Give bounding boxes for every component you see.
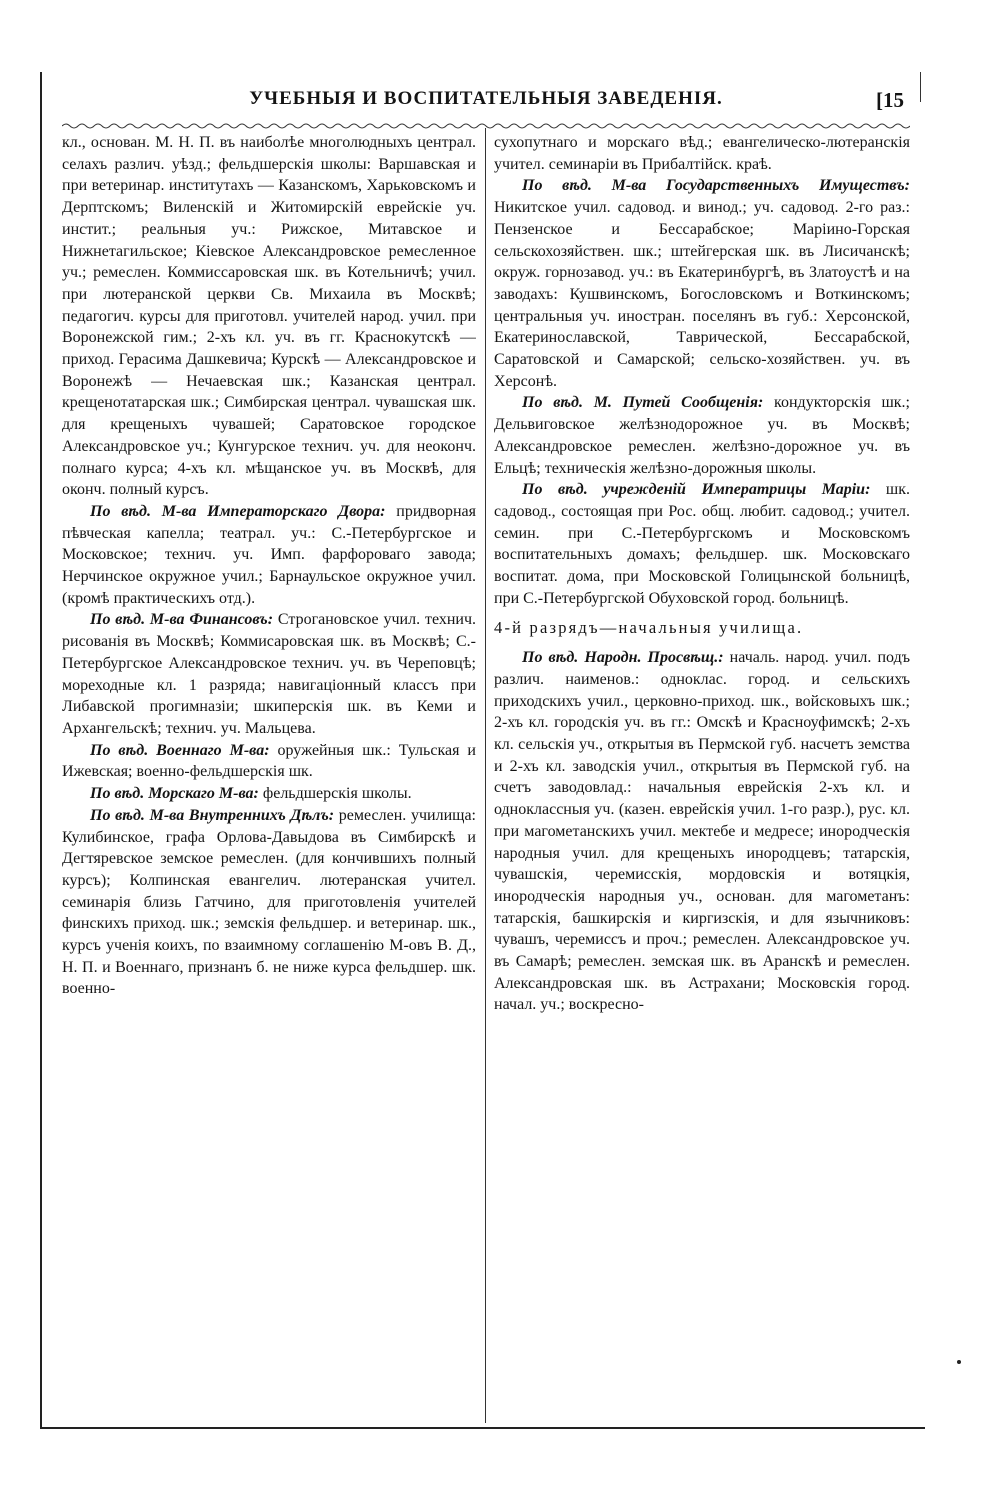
wavy-header-rule [62,120,910,132]
paragraph [494,479,910,609]
paragraph [62,740,476,783]
paragraph-text: фельдшерскія школы. [258,785,412,803]
page-frame-bottom-rule [40,1427,925,1429]
section-lead: По вѣд. Народн. Просвѣщ.: [522,649,724,667]
paragraph [62,501,476,610]
left-column [62,132,476,1422]
running-title: УЧЕБНЫЯ И ВОСПИТАТЕЛЬНЫЯ ЗАВЕДЕНІЯ. [249,88,723,109]
paragraph [494,132,910,175]
section-lead: По вѣд. Военнаго М-ва: [90,741,270,759]
margin-speck [957,1360,961,1364]
paragraph-text: Никитское учил. садовод. и винод.; уч. садовод. 2-го раз.: Пензенское и Бессарабское; Маріино-Горская сельскохозяйствен. шк.; штейгерская шк. въ Лисичанскѣ; окруж. горнозавод. уч.: въ Екатеринбургѣ, въ Златоустѣ и на заводахъ: Кушвинскомъ, Богословскомъ и Воткинскомъ; центральныя уч. иностран. поселянъ въ губ.: Херсонской, Екатеринославской, Таврической, Бессарабской, Саратовской и Самарской; сельско-хозяйствен. уч. въ Херсонѣ. [494,199,910,390]
paragraph [62,805,476,1000]
paragraph-text: придворная пѣвческая капелла; театрал. уч.: С.-Петербургское и Московское; технич. уч. Имп. фарфороваго завода; Нерчинское окружное учил.; Барнаульское окружное учил. (кромѣ практическихъ отд.). [62,502,476,607]
paragraph-text: кл., основан. М. Н. П. въ наиболѣе многолюдныхъ централ. селахъ различ. уѣзд.; фельдшерскія школы: Варшавская и при ветеринар. институтахъ — Казанскомъ, Харьковскомъ и Дерптскомъ; Виленскій и Житомирскій еврейскіе уч. инстит.; реальныя уч.: Рижское, Митавское и Нижнетагильское; Кіевское Александровское ремесленное уч.; ремеслен. Коммиссаровская шк. въ Котельничѣ; учил. при лютеранской церкви Св. Михаила въ Москвѣ; педагогич. курсы для приготовл. учителей народ. учил. при Воронежской гим.; 2-хъ кл. уч. въ гг. Краснокутскѣ — приход. Герасима Дашкевича; Курскѣ — Александровское и Воронежѣ — Нечаевская шк.; Казанская централ. крещенотатарская шк.; Симбирская централ. чувашская шк. для крещеныхъ чувашей; Саратовское городское Александровское уч.; Кунгурское технич. уч. для неоконч. полнаго курса; 4-хъ кл. мѣщанское уч. въ Москвѣ, для оконч. полный курсъ. [62,134,476,499]
paragraph-text: оружейныя шк.: Тульская и Ижевская; военно-фельдшерскія шк. [62,741,476,781]
paragraph-text: Строгановское учил. технич. рисованія въ Москвѣ; Коммисаровская шк. въ Москвѣ; С.-Петербургское Александровское технич. уч. въ Череповцѣ; мореходные кл. 1 разряда; навигаціонный классъ при Либавской прогимназіи; шкиперскія шк. въ Кеми и Архангельскѣ; технич. уч. Мальцева. [62,611,476,737]
section-lead: По вѣд. учрежденій Императрицы Маріи: [522,481,871,499]
paragraph-text: сухопутнаго и морскаго вѣд.; евангелическо-лютеранскія учител. семинаріи въ Прибалтійск. краѣ. [494,134,910,173]
paragraph [494,647,910,1016]
section-heading: 4-й разрядъ—начальныя училища. [494,618,804,638]
section-lead: По вѣд. Морскаго М-ва: [90,785,259,803]
page-frame-right-rule [920,72,921,102]
paragraph [62,132,476,501]
page-number: [15 [876,88,904,112]
column-divider [485,128,486,1423]
paragraph [62,783,476,805]
paragraph [494,392,910,479]
section-lead: По вѣд. М. Путей Сообщенія: [522,394,764,412]
paragraph [62,609,476,739]
section-lead: По вѣд. М-ва Финансовъ: [90,611,274,629]
paragraph-text: ремеслен. училища: Кулибинское, графа Орлова-Давыдова въ Симбирскѣ и Дегтяревское земское ремеслен. (для кончившихъ полный курсъ); Колпинская евангелич. лютеранская учител. семинарія близь Гатчино, для приготовленія учителей финскихъ приход. шк.; земскія фельдшер. и ветеринар. шк., курсъ ученія коихъ, по взаимному соглашенію М-овъ В. Д., Н. П. и Военнаго, признанъ б. не ниже курса фельдшер. шк. военно- [62,806,476,998]
right-column [494,132,910,1422]
paragraph [494,175,910,392]
section-lead: По вѣд. М-ва Императорскаго Двора: [90,502,386,520]
section-lead: По вѣд. М-ва Внутреннихъ Дѣлъ: [90,806,335,824]
section-lead: По вѣд. М-ва Государственныхъ Имуществъ: [522,177,910,195]
paragraph-text: кондукторскія шк.; Дельвиговское желѣзнодорожное уч. въ Москвѣ; Александровское ремеслен. желѣзно-дорожное уч. въ Ельцѣ; техническія желѣзно-дорожныя школы. [494,394,910,477]
paragraph-text: началь. народ. учил. подъ различ. наименов.: одноклас. город. и сельскихъ приходскихъ учил., церковно-приход. шк., войсковыхъ шк.; 2-хъ кл. городскія уч. въ гг.: Омскѣ и Красноуфимскѣ; 2-хъ кл. сельскія уч., открытыя въ Пермской губ. насчетъ земства и 2-хъ кл. заводскія учил., открытыя въ Пермской губ. на счетъ заводовлад.: начальныя еврейскія 2-хъ кл. и одноклассныя уч. (казен. еврейскія учил. 1-го разр.), рус. кл. при магометанскихъ учил. мектебе и медресе; инородческія народныя учил. для крещеныхъ инородцевъ; татарскія, чувашскія, черемисскія, мордовскія и вотяцкія, инородческія народныя уч., основан. для магометанъ: татарскія, башкирскія и киргизскія, и для язычниковъ: чувашъ, черемиссъ и проч.; ремеслен. Александровское уч. въ Самарѣ; ремеслен. земская шк. въ Аранскѣ и ремеслен. Александровская шк. въ Астрахани; Московскія город. начал. уч.; воскресно- [494,649,910,1014]
paragraph-text: шк. садовод., состоящая при Рос. общ. любит. садовод.; учител. семин. при С.-Петербургскомъ и Московскомъ воспитательныхъ домахъ; фельдшер. шк. Московскаго воспитат. дома, при Московской Голицынской больницѣ, при С.-Петербургской Обуховской город. больницѣ. [494,481,910,607]
page-frame-left-rule [40,72,42,1427]
page-header [62,88,910,118]
